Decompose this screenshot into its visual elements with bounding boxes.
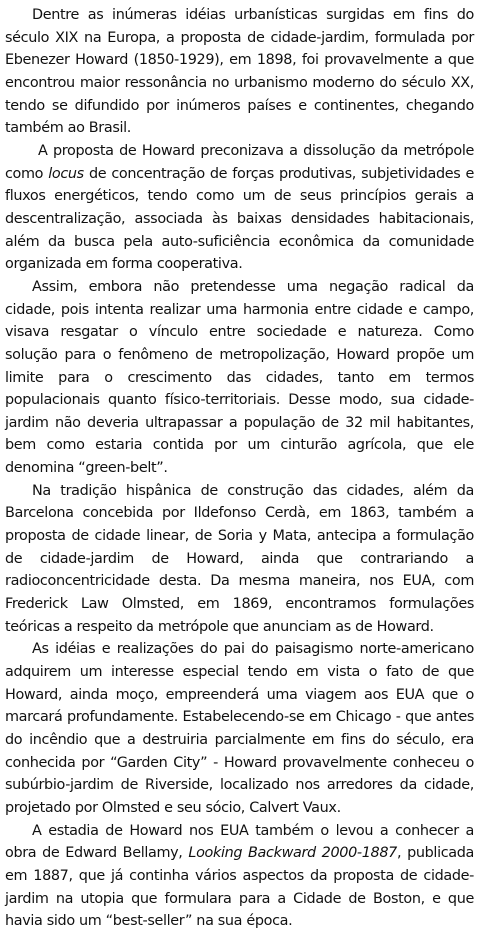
paragraph-5: [5, 638, 474, 819]
paragraph-6-text-a: A estadia de Howard nos EUA também o levou a conhecer a obra de Edward Bellamy,: [5, 822, 474, 862]
paragraph-2-italic-term: locus: [48, 165, 84, 182]
paragraph-6: [5, 820, 474, 933]
paragraph-2: [5, 140, 474, 276]
paragraph-6-italic-title: Looking Backward 2000-1887: [188, 845, 397, 862]
paragraph-4: [5, 480, 474, 639]
paragraph-3: [5, 276, 474, 480]
paragraph-6-text-b: , publicada em 1887, que já continha vários aspectos da proposta de cidade-jardim na utopia que formulara para a Cidade de Boston, e que havia sido um “best-seller” na sua época.: [5, 845, 474, 930]
paragraph-1: [5, 4, 474, 140]
paragraph-4-text: Na tradição hispânica de construção das cidades, além da Barcelona concebida por Ildefonso Cerdà, em 1863, também a proposta de cidade linear, de Soria y Mata, antecipa a formulação de cidade-jardim de Howard, ainda que contrariando a radioconcentricidade desta. Da mesma maneira, nos EUA, com Frederick Law Olmsted, em 1869, encontramos formulações teóricas a respeito da metrópole que anunciam as de Howard.: [5, 482, 474, 635]
paragraph-2-text-a: A proposta de Howard preconizava a dissolução da metrópole como: [5, 142, 474, 182]
paragraph-1-text: Dentre as inúmeras idéias urbanísticas surgidas em fins do século XIX na Europa, a proposta de cidade-jardim, formulada por Ebenezer Howard (1850-1929), em 1898, foi provavelmente a que encontrou maior ressonância no urbanismo moderno do século XX, tendo se difundido por inúmeros países e continentes, chegando também ao Brasil.: [5, 7, 474, 137]
paragraph-3-text: Assim, embora não pretendesse uma negação radical da cidade, pois intenta realizar uma harmonia entre cidade e campo, visava resgatar o vínculo entre sociedade e natureza. Como solução para o fenômeno de metropolização, Howard propõe um limite para o crescimento das cidades, tanto em termos populacionais quanto físico-territoriais. Desse modo, sua cidade-jardim não deveria ultrapassar a população de 32 mil habitantes, bem como estaria contida por um cinturão agrícola, que ele denomina “green-belt”.: [5, 278, 474, 477]
paragraph-5-text: As idéias e realizações do pai do paisagismo norte-americano adquirem um interesse especial tendo em vista o fato de que Howard, ainda moço, empreenderá uma viagem aos EUA que o marcará profundamente. Estabelecendo-se em Chicago - que antes do incêndio que a destruiria parcialmente em fins do século, era conhecida por “Garden City” - Howard provavelmente conheceu o subúrbio-jardim de Riverside, localizado nos arredores da cidade, projetado por Olmsted e seu sócio, Calvert Vaux.: [5, 641, 474, 816]
paragraph-2-text-b: de concentração de forças produtivas, subjetividades e fluxos energéticos, tendo como um de seus princípios gerais a descentralização, associada às baixas densidades habitacionais, além da busca pela auto-suficiência econômica da comunidade organizada em forma cooperativa.: [5, 165, 474, 273]
